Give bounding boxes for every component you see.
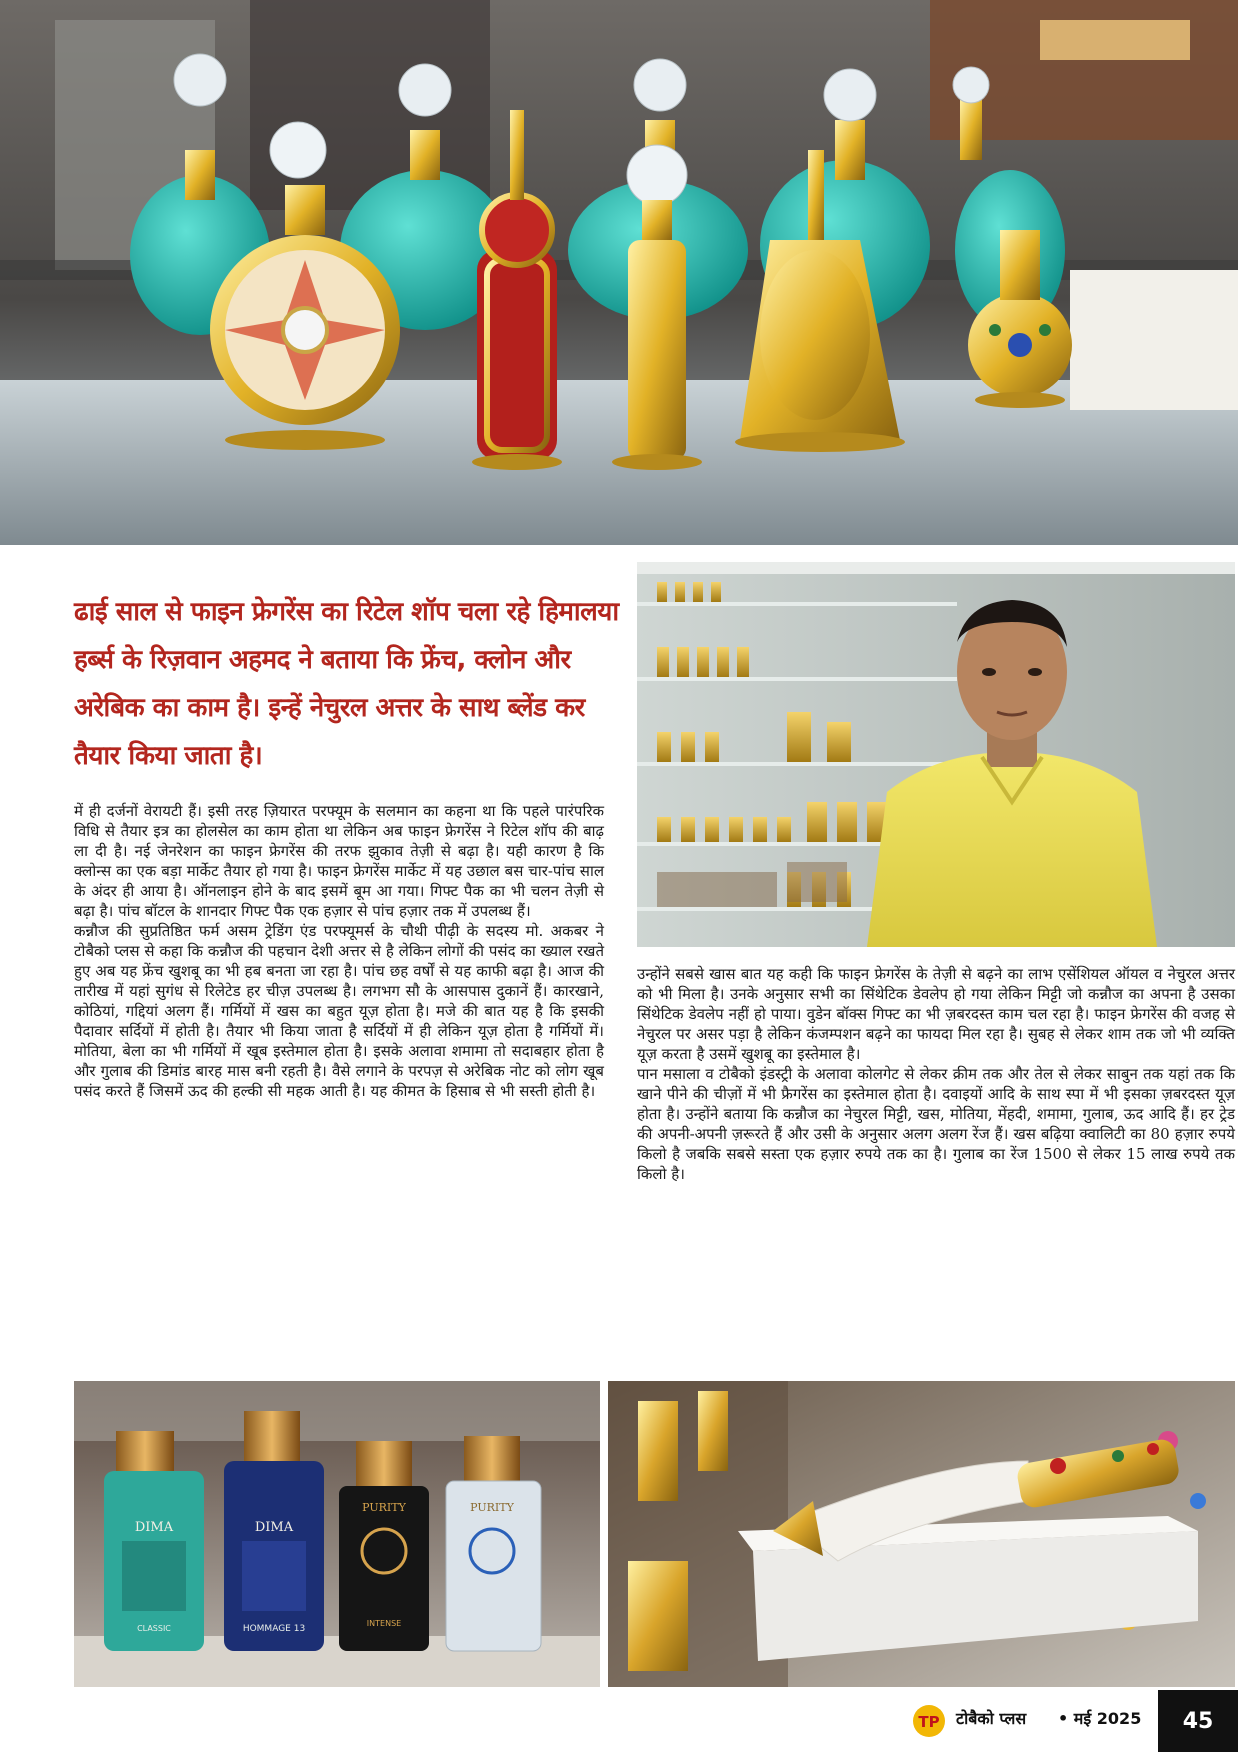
portrait-photo-shopkeeper: [637, 562, 1235, 947]
footer-brand: टोबैको प्लस: [956, 1709, 1027, 1728]
right-paragraph: पान मसाला व टोबैको इंडस्ट्री के अलावा कोलगेट से लेकर क्रीम तक और तेल से लेकर साबुन तक यहां तक कि खाने पीने की चीज़ों में भी फ्रैगरेंस का इस्तेमाल होता है। दवाइयों आदि के साथ स्पा में भी इसका ज़बरदस्त यूज़ होता है। उन्होंने बताया कि कन्नौज का नेचुरल मिट्टी, खस, मोतिया, मेंहदी, शमामा, गुलाब, ऊद आदि हैं। हर ट्रेड की अपनी-अपनी ज़रूरते हैं और उसी के अनुसार अलग अलग रेंज हैं। खस बढ़िया क्वालिटी का 80 हज़ार रुपये किलो है जबकि सबसे सस्ता एक हज़ार रुपये तक का है। गुलाब का रेंज 1500 से लेकर 15 लाख रुपये तक किलो है।: [637, 1065, 1235, 1183]
bottle-sublabel: CLASSIC: [137, 1624, 171, 1633]
left-text-column: [74, 801, 604, 1101]
perfume-bottles-photo: [74, 1381, 600, 1687]
page-footer: [0, 1690, 1238, 1763]
bottle-sublabel: HOMMAGE 13: [242, 1624, 306, 1634]
bottle-label: DIMA: [254, 1520, 294, 1535]
magazine-logo: [912, 1704, 946, 1738]
bottle-label: DIMA: [134, 1520, 174, 1535]
bottle-label: PURITY: [362, 1501, 406, 1514]
magazine-logo-text: TP: [918, 1713, 940, 1731]
right-paragraph: उन्होंने सबसे खास बात यह कही कि फाइन फ्रेगरेंस के तेज़ी से बढ़ने का लाभ एसेंशियल ऑयल व नेचुरल अत्तर को भी मिला है। उनके अनुसार सभी का सिंथेटिक डेवलेप हो गया लेकिन मिट्टी जो कन्नौज का अपना है उसका सिंथेटिक डेवलेप नहीं हो पाया। वुडेन बॉक्स गिफ्ट का भी ज़बरदस्त काम चल रहा है। फाइन फ्रेगरेंस की वजह से नेचुरल पर असर पड़ा है लेकिन कंजम्पशन बढ़ने का फायदा मिल रहा है। सुबह से लेकर शाम तक जो भी व्यक्ति यूज़ करता है उसमें खुशबू का इस्तेमाल है।: [637, 965, 1235, 1063]
page-number: 45: [1158, 1690, 1238, 1752]
footer-date: • मई 2025: [1058, 1709, 1142, 1728]
hero-photo-attar-bottles: [0, 0, 1238, 545]
dagger-bottle-photo: [608, 1381, 1235, 1687]
left-paragraph: में ही दर्जनों वेरायटी हैं। इसी तरह ज़ियारत परफ्यूम के सलमान का कहना था कि पहले पारंपरिक विधि से तैयार इत्र का होलसेल का काम होता था लेकिन अब फाइन फ्रेगरेंस ने रिटेल शॉप की बाढ़ ला दी है। नई जेनरेशन का फाइन फ्रेगरेंस की तरफ झुकाव तेज़ी से बढ़ा है। यही कारण है कि क्लोन्स का एक बड़ा मार्केट तैयार हो गया है। फाइन फ्रेगरेंस मार्केट में यह उछाल बस चार-पांच साल के अंदर ही आया है। ऑनलाइन होने के बाद इसमें बूम आ गया। गिफ्ट पैक का भी चलन तेज़ी से बढ़ा है। पांच बॉटल के शानदार गिफ्ट पैक एक हज़ार से पांच हज़ार तक में उपलब्ध हैं।: [74, 802, 604, 920]
right-text-column: [637, 964, 1235, 1184]
bottle-sublabel: INTENSE: [366, 1619, 402, 1628]
pull-quote: ढाई साल से फाइन फ्रेगरेंस का रिटेल शॉप चला रहे हिमालया हर्ब्स के रिज़वान अहमद ने बताया कि फ्रेंच, क्लोन और अरेबिक का काम है। इन्हें नेचुरल अत्तर के साथ ब्लेंड कर तैयार किया जाता है।: [74, 597, 619, 771]
bottle-label: PURITY: [470, 1501, 514, 1514]
left-paragraph: कन्नौज की सुप्रतिष्ठित फर्म असम ट्रेडिंग एंड परफ्यूमर्स के चौथी पीढ़ी के सदस्य मो. अकबर ने टोबैको प्लस से कहा कि कन्नौज की पहचान देशी अत्तर से है लेकिन लोगों की पसंद का ख्याल रखते हुए अब यह फ्रेंच खुशबू का भी हब बनता जा रहा है। पांच छह वर्षों से यह काफी बढ़ा है। आज की तारीख में यहां सुगंध से रिलेटेड हर चीज़ उपलब्ध है। लगभग सौ के आसपास दुकानें हैं। कारखाने, कोठियां, गद्दियां अलग हैं। गर्मियों में खस का बहुत यूज़ होता है। मजे की बात यह है कि इसकी पैदावार सर्दियों में होती है। तैयार भी किया जाता है सर्दियों में ही लेकिन यूज़ होता है गर्मियों में। मोतिया, बेला का भी गर्मियों में खूब इस्तेमाल होता है। इसके अलावा शमामा तो सदाबहार होता है और गुलाब की डिमांड बारह मास बनी रहती है। वैसे लगाने के परपज़ से अरेबिक नोट को लोग खूब पसंद करते हैं जिसमें ऊद की हल्की सी महक आती है। यह कीमत के हिसाब से भी सस्ती होती है।: [74, 922, 604, 1100]
